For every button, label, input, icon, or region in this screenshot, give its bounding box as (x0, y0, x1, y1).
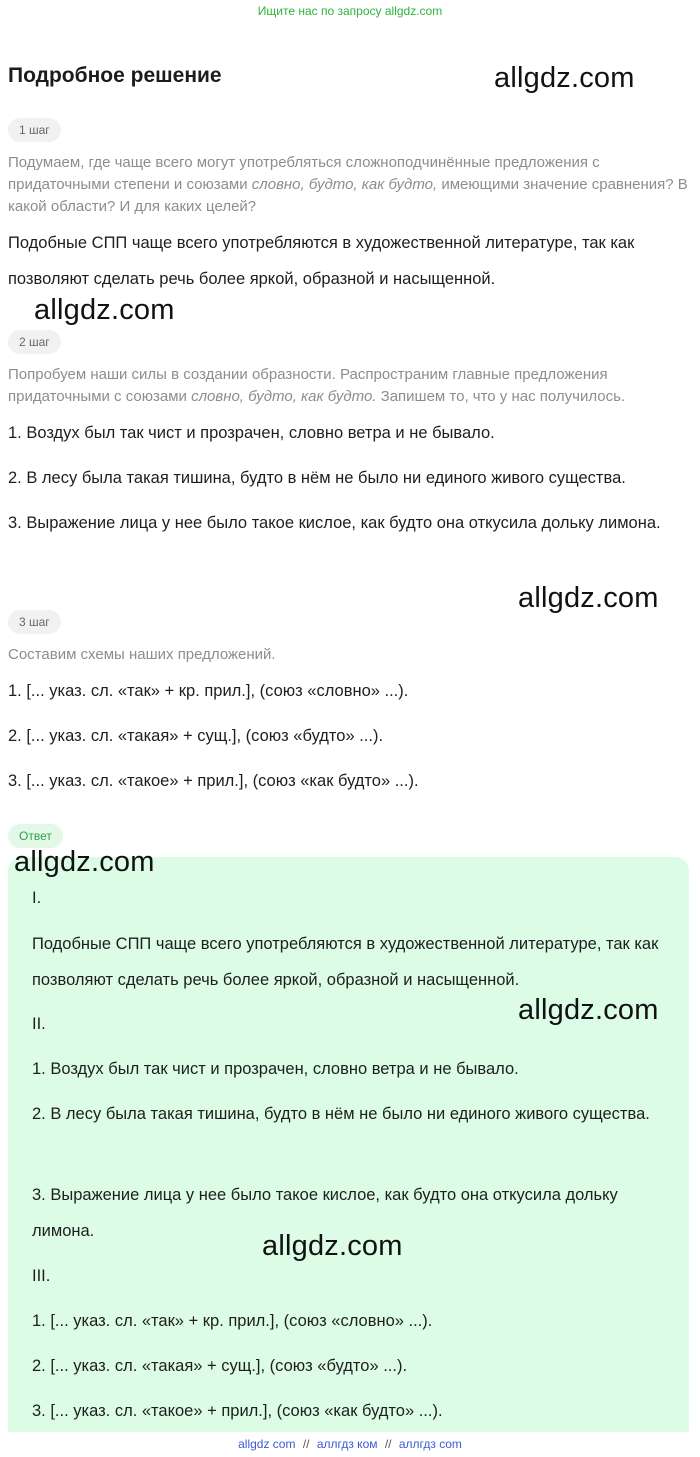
step-1-badge (8, 118, 61, 142)
answer-part-2: II. (32, 1015, 46, 1033)
step-1-hint (8, 152, 688, 218)
step-2-hint (8, 364, 688, 408)
footer-separator: // (302, 1437, 310, 1451)
step-label: 1 шаг (8, 118, 61, 142)
answer-item: 2. [... указ. сл. «такая» + сущ.], (союз «будто» ...). (32, 1357, 408, 1375)
answer-part-3: III. (32, 1267, 51, 1285)
hint-text: Подумаем, где чаще всего могут употребляться сложноподчинённые предложения с придаточными степени и союзами (8, 154, 600, 193)
step-label: 2 шаг (8, 330, 61, 354)
watermark: allgdz.com (518, 994, 659, 1026)
hint-text: Попробуем наши силы в создании образности. Распространим главные предложения придаточными с союзами (8, 366, 608, 405)
step-label: 3 шаг (8, 610, 61, 634)
hint-italic: словно, будто, как будто. (191, 388, 377, 405)
step-2-item: 2. В лесу была такая тишина, будто в нём не было ни единого живого существа. (8, 469, 626, 487)
answer-text-1: Подобные СПП чаще всего употребляются в художественной литературе, так как позволяют сделать речь более яркой, образной и насыщенной. (32, 935, 659, 989)
answer-part-1: I. (32, 889, 42, 907)
answer-item: 1. Воздух был так чист и прозрачен, словно ветра и не бывало. (32, 1060, 519, 1078)
answer-item: 1. [... указ. сл. «так» + кр. прил.], (союз «словно» ...). (32, 1312, 433, 1330)
step-2-item: 3. Выражение лица у нее было такое кислое, как будто она откусила дольку лимона. (8, 514, 661, 532)
watermark: allgdz.com (14, 846, 155, 878)
step-3-item: 1. [... указ. сл. «так» + кр. прил.], (союз «словно» ...). (8, 682, 409, 700)
top-note: Ищите нас по запросу allgdz.com (257, 4, 443, 18)
step-2-item: 1. Воздух был так чист и прозрачен, словно ветра и не бывало. (8, 424, 495, 442)
footer-link[interactable]: аллгдз com (398, 1437, 462, 1451)
answer-label: Ответ (8, 824, 63, 848)
step-3-badge (8, 610, 61, 634)
watermark: allgdz.com (34, 294, 175, 326)
answer-item: 2. В лесу была такая тишина, будто в нём не было ни единого живого существа. (32, 1105, 650, 1123)
footer-separator: // (384, 1437, 392, 1451)
page-title: Подробное решение (8, 64, 222, 87)
step-3-hint: Составим схемы наших предложений. (8, 646, 276, 663)
watermark: allgdz.com (518, 582, 659, 614)
step-2-badge (8, 330, 61, 354)
step-1-text: Подобные СПП чаще всего употребляются в художественной литературе, так как позволяют сделать речь более яркой, образной и насыщенной. (8, 234, 635, 288)
watermark: allgdz.com (262, 1230, 403, 1262)
hint-text: Запишем то, что у нас получилось. (376, 388, 626, 405)
step-3-item: 3. [... указ. сл. «такое» + прил.], (союз «как будто» ...). (8, 772, 419, 790)
footer-link[interactable]: аллгдз ком (316, 1437, 378, 1451)
answer-item: 3. [... указ. сл. «такое» + прил.], (союз «как будто» ...). (32, 1402, 443, 1420)
watermark: allgdz.com (494, 62, 635, 94)
footer (0, 1437, 700, 1451)
footer-link[interactable]: allgdz com (238, 1437, 296, 1451)
hint-italic: словно, будто, как будто, (251, 176, 438, 193)
step-3-item: 2. [... указ. сл. «такая» + сущ.], (союз «будто» ...). (8, 727, 384, 745)
answer-badge (8, 824, 63, 848)
answer-item: 3. Выражение лица у нее было такое кислое, как будто она откусила дольку лимона. (32, 1186, 618, 1240)
hint-text: имеющими значение сравнения? В какой области? И для каких целей? (8, 176, 688, 215)
